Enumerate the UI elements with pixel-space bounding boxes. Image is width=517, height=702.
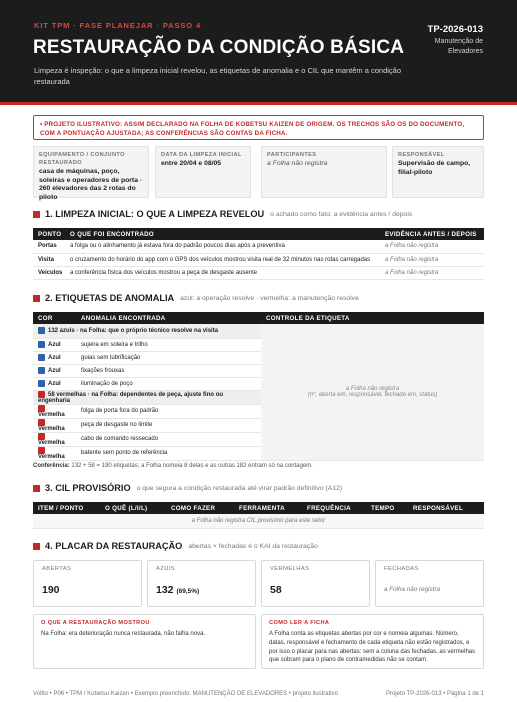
section-title: 4. PLACAR DA RESTAURAÇÃO	[45, 541, 183, 551]
card-equipment	[33, 146, 149, 201]
group-label: 132 azuis · na Folha: que o próprio técnico resolve na visita	[48, 328, 219, 335]
box-label: COMO LER A FICHA	[269, 620, 330, 626]
page-subtitle: Limpeza é inspeção: o que a limpeza inicial revelou, as etiquetas de anomalia e o CIL que mantêm a condição restaurada	[34, 66, 402, 86]
score-label: VERMELHAS	[270, 566, 310, 572]
reading-guide-box	[261, 614, 484, 669]
section-2-heading	[33, 293, 359, 303]
header-band	[0, 0, 517, 102]
cleaning-findings-table	[33, 228, 484, 280]
score-closed	[375, 560, 484, 607]
card-label: DATA DA LIMPEZA INICIAL	[161, 152, 242, 158]
score-label: ABERTAS	[42, 566, 72, 572]
tag-color: Vermelha	[38, 411, 65, 418]
section-marker-icon	[33, 295, 40, 302]
column-header: ITEM / PONTO	[33, 502, 100, 514]
card-label: RESPONSÁVEL	[398, 152, 445, 158]
section-3-heading	[33, 483, 342, 493]
score-pct: (69,5%)	[176, 588, 200, 595]
cell-point: Visita	[33, 253, 65, 266]
score-value: 58	[270, 584, 282, 596]
red-tag-icon	[38, 433, 45, 440]
tag-color: Azul	[48, 342, 61, 349]
score-blue	[147, 560, 256, 607]
table-row	[33, 266, 484, 279]
blue-tag-icon	[38, 367, 45, 374]
column-header: RESPONSÁVEL	[408, 502, 484, 514]
tag-color: Vermelha	[38, 453, 65, 460]
tag-color: Azul	[48, 381, 61, 388]
table-header-row	[33, 228, 484, 240]
score-red	[261, 560, 370, 607]
project-code: TP-2026-013	[427, 24, 483, 35]
column-header: CONTROLE DA ETIQUETA	[261, 312, 484, 324]
tag-color: Azul	[48, 368, 61, 375]
column-header: COMO FAZER	[166, 502, 234, 514]
section-1-heading	[33, 209, 412, 219]
header-divider	[0, 102, 517, 105]
tag-color: Vermelha	[38, 439, 65, 446]
section-note: abertas × fechadas é o KAI da restauração	[188, 542, 318, 550]
score-open	[33, 560, 142, 607]
table-row	[33, 514, 484, 528]
tag-color: Azul	[48, 355, 61, 362]
header-kicker: KIT TPM · FASE PLANEJAR · PASSO 4	[34, 21, 202, 30]
blue-tag-icon	[38, 380, 45, 387]
column-header: EVIDÊNCIA ANTES / DEPOIS	[380, 228, 484, 240]
project-area: Manutenção de Elevadores	[434, 38, 483, 55]
column-header: O QUÊ (L/I/L)	[100, 502, 166, 514]
section-title: 1. LIMPEZA INICIAL: O QUE A LIMPEZA REVELOU	[45, 209, 265, 219]
footer	[33, 691, 484, 697]
column-header: PONTO	[33, 228, 65, 240]
table-header-row	[33, 312, 484, 324]
red-tag-icon	[38, 419, 45, 426]
anomaly-text: cabo de comando ressecado	[76, 432, 261, 446]
footer-page: Projeto TP-2026-013 • Página 1 de 1	[385, 691, 484, 697]
anomaly-text: iluminação de poço	[76, 377, 261, 390]
cell-evidence: a Folha não registra	[380, 266, 484, 279]
cell-evidence: a Folha não registra	[380, 240, 484, 253]
tag-control-cell	[261, 324, 484, 460]
table-row	[33, 253, 484, 266]
anomaly-tags-table	[33, 312, 484, 461]
tag-color: Vermelha	[38, 425, 65, 432]
red-tag-icon	[38, 405, 45, 412]
section-marker-icon	[33, 543, 40, 550]
anomaly-text: folga de porta fora do padrão	[76, 404, 261, 418]
box-text: A Folha conta as etiquetas abertas por cor e nomeia algumas. Número, datas, responsável e fechamento de cada etiqueta não estão registrados, e por isso o placar para nas abertas: sem a coluna das fechadas, as vermelhas que sobram para o plano de contramedidas não se contam.	[269, 631, 476, 664]
table-header-row	[33, 502, 484, 514]
anomaly-text: batente sem ponto de referência	[76, 446, 261, 460]
column-header: TEMPO	[366, 502, 408, 514]
empty-cil-message: a Folha não registra CIL provisório para este setor	[33, 514, 484, 528]
card-label: PARTICIPANTES	[267, 152, 317, 158]
blue-tag-icon	[38, 341, 45, 348]
cell-found: a folga ou o alinhamento já estava fora do padrão poucos dias após a preventiva	[65, 240, 380, 253]
card-cleaning-date	[155, 146, 251, 198]
score-value: 132	[156, 584, 174, 596]
section-marker-icon	[33, 211, 40, 218]
info-cards	[33, 146, 484, 201]
score-label: FECHADAS	[384, 566, 419, 572]
footer-left: Voltto • P06 • TPM / Kobetsu Kaizen • Exemplo preenchido: MANUTENÇÃO DE ELEVADORES • projeto ilustrativo	[33, 691, 338, 697]
column-header: COR	[33, 312, 76, 324]
section-note: o achado como fato; a evidência antes / depois	[270, 210, 413, 218]
cell-found: a conferência física dos veículos mostrou a peça de desgaste ausente	[65, 266, 380, 279]
control-subtext: (nº, aberta em, responsável, fechada em, status)	[307, 391, 438, 398]
score-value: a Folha não registra	[384, 586, 441, 593]
anomaly-text: peça de desgaste no limite	[76, 418, 261, 432]
cell-point: Veículos	[33, 266, 65, 279]
page-title: RESTAURAÇÃO DA CONDIÇÃO BÁSICA	[33, 37, 405, 58]
restoration-findings-box	[33, 614, 256, 669]
card-value: Supervisão de campo, filial-piloto	[398, 160, 471, 176]
card-owner	[392, 146, 484, 198]
anomaly-text: fixações frouxas	[76, 364, 261, 377]
red-tag-icon	[38, 447, 45, 454]
card-participants	[261, 146, 387, 198]
section-4-heading	[33, 541, 318, 551]
check-label: Conferência:	[33, 463, 70, 469]
tag-count-check	[33, 463, 313, 469]
anomaly-text: guias sem lubrificação	[76, 351, 261, 364]
cell-evidence: a Folha não registra	[380, 253, 484, 266]
control-text: a Folha não registra	[345, 385, 400, 392]
section-marker-icon	[33, 485, 40, 492]
cell-point: Portas	[33, 240, 65, 253]
box-text: Na Folha: era deterioração nunca restaurada, não falha nova.	[41, 631, 206, 637]
column-header: FERRAMENTA	[234, 502, 302, 514]
section-note: azul: a operação resolve · vermelha: a manutenção resolve	[180, 294, 359, 302]
blue-tag-icon	[38, 327, 45, 334]
card-value: casa de máquinas, poço, soleiras e operadores de porta · 260 elevadores das 2 rotas do piloto	[39, 168, 143, 201]
section-note: o que segura a condição restaurada até virar padrão definitivo (A12)	[136, 484, 343, 492]
card-label: EQUIPAMENTO / CONJUNTO RESTAURADO	[39, 152, 125, 166]
card-value: entre 20/04 e 08/05	[161, 160, 222, 167]
column-header: ANOMALIA ENCONTRADA	[76, 312, 261, 324]
red-tag-icon	[38, 391, 45, 398]
blue-group-row	[33, 324, 484, 338]
column-header: FREQUÊNCIA	[302, 502, 366, 514]
table-row	[33, 240, 484, 253]
blue-tag-icon	[38, 354, 45, 361]
illustrative-notice: • PROJETO ILUSTRATIVO: ASSIM DECLARADO NA FOLHA DE KOBETSU KAIZEN DE ORIGEM. OS TRECHOS SÃO OS DO DOCUMENTO, COM A PONTUAÇÃO AJUSTADA; AS CONFERÊNCIAS SÃO CONTAS DA FICHA.	[33, 115, 484, 140]
cell-found: o cruzamento do horário do app com o GPS dos veículos mostrou visita real de 32 minutos nas rotas carregadas	[65, 253, 380, 266]
box-label: O QUE A RESTAURAÇÃO MOSTROU	[41, 620, 150, 626]
card-value: a Folha não registra	[267, 160, 328, 167]
cil-table	[33, 502, 484, 529]
anomaly-text: sujeira em soleira e trilho	[76, 338, 261, 351]
group-label: 58 vermelhas · na Folha: dependentes de peça, ajuste fino ou engenharia	[38, 391, 224, 404]
score-value: 190	[42, 584, 60, 596]
score-label: AZUIS	[156, 566, 176, 572]
check-text: 132 + 58 = 190 etiquetas; a Folha nomeia 8 delas e as outras 182 entram só na contagem.	[71, 463, 313, 469]
section-title: 2. ETIQUETAS DE ANOMALIA	[45, 293, 175, 303]
column-header: O QUE FOI ENCONTRADO	[65, 228, 380, 240]
section-title: 3. CIL PROVISÓRIO	[45, 483, 131, 493]
